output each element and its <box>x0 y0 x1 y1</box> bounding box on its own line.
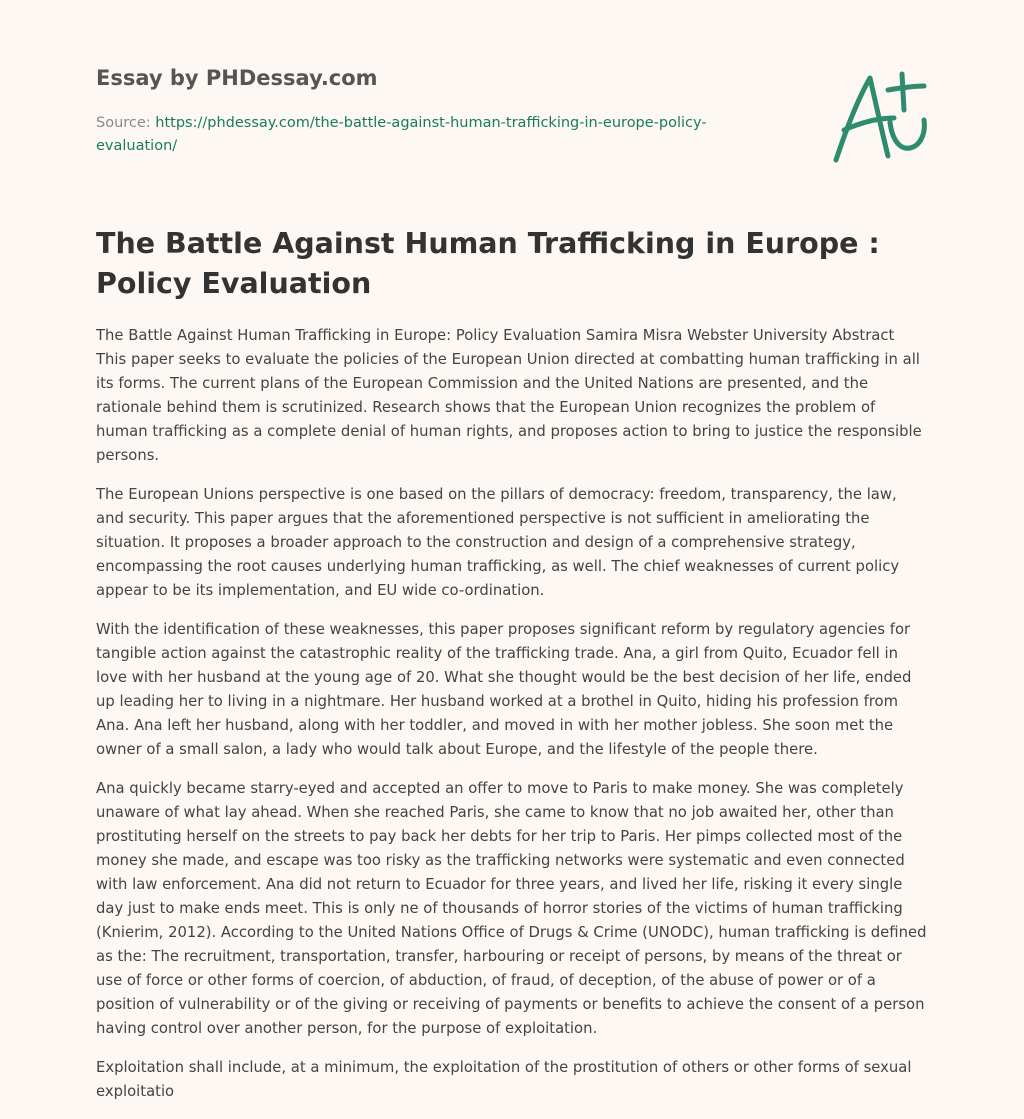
article-paragraph: The European Unions perspective is one based on the pillars of democracy: freedom, transparency, the law, and security. This paper argues that the aforementioned perspective is not sufficient in ameliorating the situation. It proposes a broader approach to the construction and design of a comprehensive strategy, encompassing the root causes underlying human trafficking, as well. The chief weaknesses of current policy appear to be its implementation, and EU wide co-ordination. <box>96 486 900 599</box>
article-paragraph: Ana quickly became starry-eyed and accepted an offer to move to Paris to make money. She was completely unaware of what lay ahead. When she reached Paris, she came to know that no job awaited her, other than prostituting herself on the streets to pay back her debts for her trip to Paris. Her pimps collected most of the money she made, and escape was too risky as the trafficking networks were systematic and even connected with law enforcement. Ana did not return to Ecuador for three years, and lived her life, risking it every single day just to make ends meet. This is only ne of thousands of horror stories of the victims of human trafficking (Knierim, 2012). According to the United Nations Office of Drugs & Crime (UNODC), human trafficking is defined as the: The recruitment, transportation, transfer, harbouring or receipt of persons, by means of the threat or use of force or other forms of coercion, of abduction, of fraud, of deception, of the abuse of power or of a position of vulnerability or of the giving or receiving of payments or benefits to achieve the consent of a person having control over another person, for the purpose of exploitation. <box>96 780 927 1037</box>
article-paragraph: Exploitation shall include, at a minimum, the exploitation of the prostitution of others or other forms of sexual exploitatio <box>96 1059 912 1100</box>
site-brand: Essay by PHDessay.com <box>96 66 378 90</box>
article-paragraph: The Battle Against Human Trafficking in Europe: Policy Evaluation Samira Misra Webster University Abstract This paper seeks to evaluate the policies of the European Union directed at combatting human trafficking in all its forms. The current plans of the European Commission and the United Nations are presented, and the rationale behind them is scrutinized. Research shows that the European Union recognizes the problem of human trafficking as a complete denial of human rights, and proposes action to bring to justice the responsible persons. <box>96 327 922 464</box>
article-title: The Battle Against Human Trafficking in Europe : Policy Evaluation <box>96 227 880 300</box>
source-line <box>96 112 756 158</box>
source-link[interactable]: https://phdessay.com/the-battle-against-human-trafficking-in-europe-policy-evaluation/ <box>96 115 707 154</box>
a-plus-grade-icon <box>828 66 932 170</box>
article-body <box>96 324 928 1119</box>
source-label: Source: <box>96 115 151 131</box>
article-paragraph: With the identification of these weaknesses, this paper proposes significant reform by regulatory agencies for tangible action against the catastrophic reality of the trafficking trade. Ana, a girl from Quito, Ecuador fell in love with her husband at the young age of 20. What she thought would be the best decision of her life, ended up leading her to living in a nightmare. Her husband worked at a brothel in Quito, hiding his profession from Ana. Ana left her husband, along with her toddler, and moved in with her mother jobless. She soon met the owner of a small salon, a lady who would talk about Europe, and the lifestyle of the people there. <box>96 621 912 758</box>
